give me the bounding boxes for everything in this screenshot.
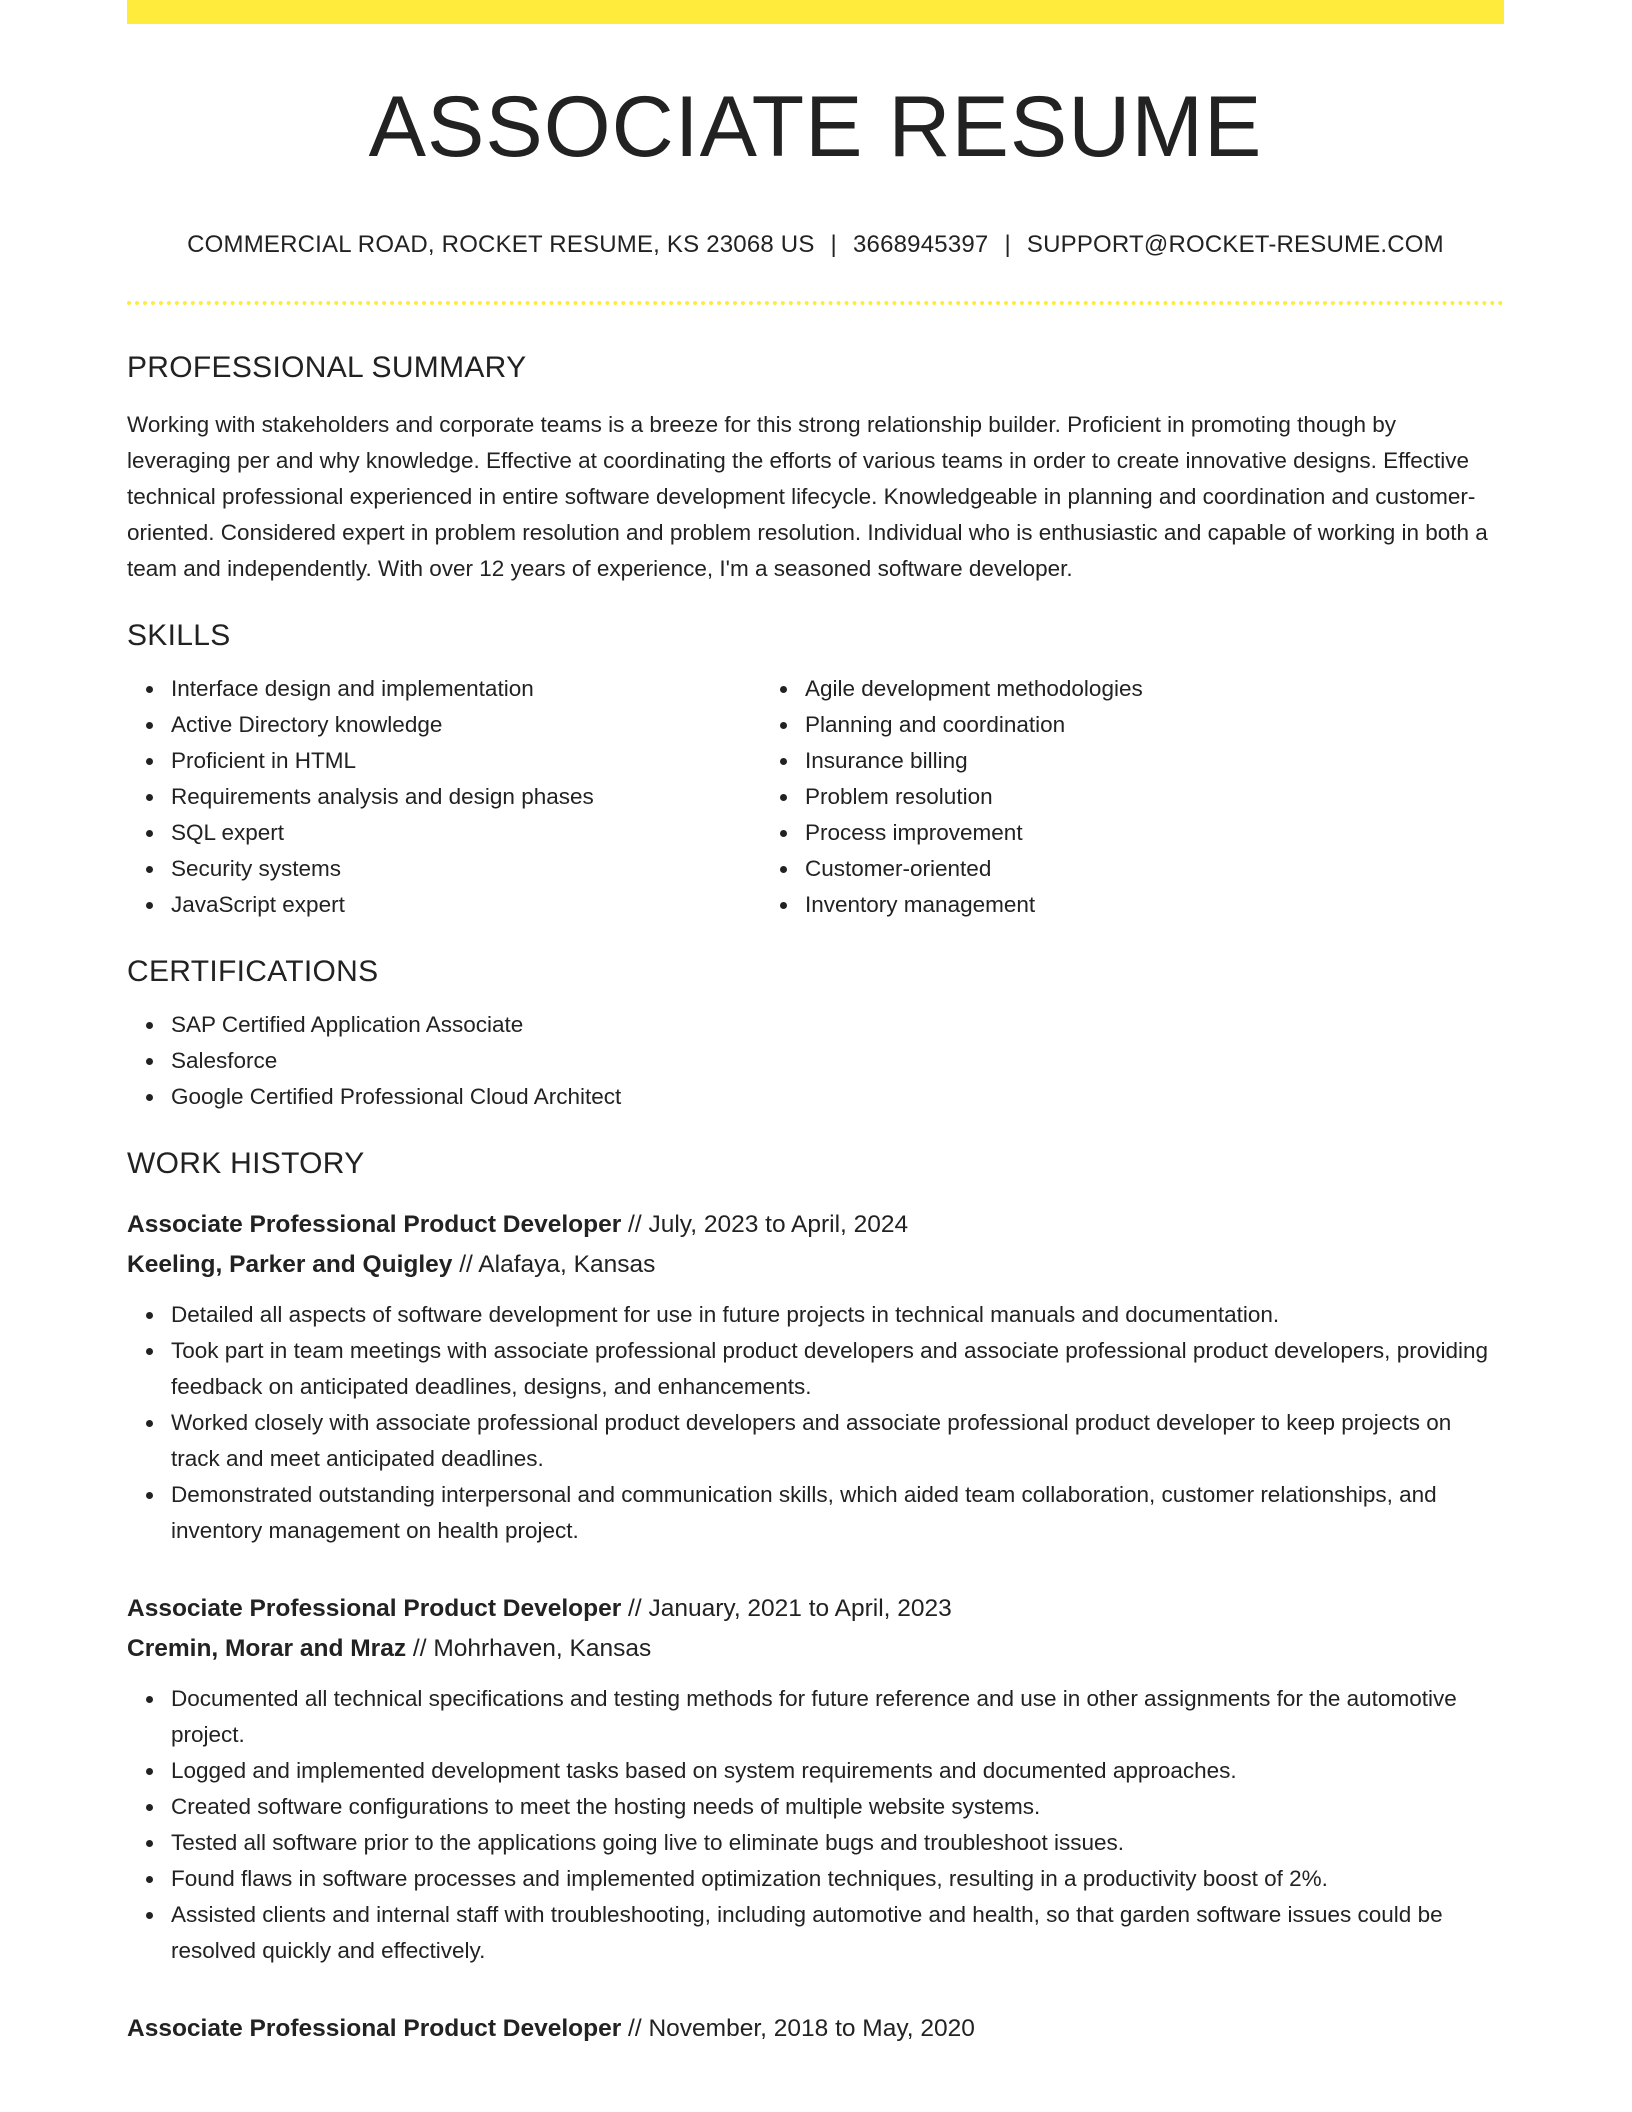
job-company-line bbox=[127, 1629, 1504, 1669]
contact-address: COMMERCIAL ROAD, ROCKET RESUME, KS 23068 US bbox=[187, 230, 815, 258]
summary-text: Working with stakeholders and corporate teams is a breeze for this strong relationship builder. Proficient in promoting though by leveraging per and why knowledge. Effective at coordinating the efforts of various teams in order to create innovative designs. Effective technical professional experienced in entire software development lifecycle. Knowledgeable in planning and coordination and customer-oriented. Considered expert in problem resolution and problem resolution. Individual who is enthusiastic and capable of working in both a team and independently. With over 12 years of experience, I'm a seasoned software developer. bbox=[127, 411, 1488, 581]
skill-item: Planning and coordination bbox=[805, 707, 1395, 743]
job-title: Associate Professional Product Developer bbox=[127, 1594, 622, 1622]
job-location: // Mohrhaven, Kansas bbox=[406, 1634, 652, 1662]
job-title-line bbox=[127, 2009, 1504, 2049]
accent-bar bbox=[127, 0, 1504, 24]
job-company: Cremin, Morar and Mraz bbox=[127, 1634, 407, 1662]
certification-item: SAP Certified Application Associate bbox=[171, 1007, 1504, 1043]
job-dates: // January, 2021 to April, 2023 bbox=[621, 1594, 952, 1622]
job-location: // Alafaya, Kansas bbox=[452, 1250, 656, 1278]
contact-separator: | bbox=[1004, 230, 1011, 258]
job-bullets bbox=[127, 1681, 1504, 1969]
job-entry bbox=[127, 2009, 1504, 2049]
job-title: Associate Professional Product Developer bbox=[127, 1210, 622, 1238]
job-bullet: Documented all technical specifications and testing methods for future reference and use in other assignments for the automotive project. bbox=[171, 1681, 1504, 1753]
contact-separator: | bbox=[830, 230, 837, 258]
skill-item: Inventory management bbox=[805, 887, 1395, 923]
job-title-line bbox=[127, 1589, 1504, 1629]
skills-grid bbox=[127, 671, 1504, 923]
certification-item: Salesforce bbox=[171, 1043, 1504, 1079]
skill-item: Insurance billing bbox=[805, 743, 1395, 779]
job-bullet: Worked closely with associate professional product developers and associate professional product developer to keep projects on track and meet anticipated deadlines. bbox=[171, 1405, 1504, 1477]
job-entry bbox=[127, 1205, 1504, 1549]
job-bullet: Found flaws in software processes and implemented optimization techniques, resulting in a productivity boost of 2%. bbox=[171, 1861, 1504, 1897]
skill-item: Requirements analysis and design phases bbox=[171, 779, 761, 815]
skill-item: Process improvement bbox=[805, 815, 1395, 851]
job-bullet: Tested all software prior to the applications going live to eliminate bugs and troubleshoot issues. bbox=[171, 1825, 1504, 1861]
contact-phone: 3668945397 bbox=[852, 230, 989, 258]
skill-item: Problem resolution bbox=[805, 779, 1395, 815]
job-bullets bbox=[127, 1297, 1504, 1549]
work-history-heading: WORK HISTORY bbox=[127, 1146, 365, 1180]
job-entry bbox=[127, 1589, 1504, 1969]
skill-item: SQL expert bbox=[171, 815, 761, 851]
resume-title: ASSOCIATE RESUME bbox=[368, 79, 1263, 175]
job-bullet: Demonstrated outstanding interpersonal and communication skills, which aided team collaboration, customer relationships, and inventory management on health project. bbox=[171, 1477, 1504, 1549]
job-bullet: Detailed all aspects of software development for use in future projects in technical manuals and documentation. bbox=[171, 1297, 1504, 1333]
certifications-heading: CERTIFICATIONS bbox=[127, 954, 379, 988]
skill-item: Active Directory knowledge bbox=[171, 707, 761, 743]
job-bullet: Created software configurations to meet the hosting needs of multiple website systems. bbox=[171, 1789, 1504, 1825]
job-company-line bbox=[127, 1245, 1504, 1285]
job-bullet: Assisted clients and internal staff with troubleshooting, including automotive and health, so that garden software issues could be resolved quickly and effectively. bbox=[171, 1897, 1504, 1969]
job-company: Keeling, Parker and Quigley bbox=[127, 1250, 453, 1278]
skill-item: Interface design and implementation bbox=[171, 671, 761, 707]
job-dates: // November, 2018 to May, 2020 bbox=[621, 2014, 975, 2042]
certifications-list bbox=[127, 1007, 1504, 1115]
skill-item: Customer-oriented bbox=[805, 851, 1395, 887]
job-dates: // July, 2023 to April, 2024 bbox=[621, 1210, 909, 1238]
job-title-line bbox=[127, 1205, 1504, 1245]
job-bullet: Took part in team meetings with associate professional product developers and associate professional product developers, providing feedback on anticipated deadlines, designs, and enhancements. bbox=[171, 1333, 1504, 1405]
contact-email: SUPPORT@ROCKET-RESUME.COM bbox=[1026, 230, 1444, 258]
contact-line bbox=[127, 231, 1504, 259]
resume-page bbox=[127, 0, 1504, 2049]
skills-list-right bbox=[761, 671, 1395, 923]
skills-heading: SKILLS bbox=[127, 618, 231, 652]
skill-item: JavaScript expert bbox=[171, 887, 761, 923]
summary-heading: PROFESSIONAL SUMMARY bbox=[127, 350, 527, 384]
job-title: Associate Professional Product Developer bbox=[127, 2014, 622, 2042]
certification-item: Google Certified Professional Cloud Architect bbox=[171, 1079, 1504, 1115]
skill-item: Proficient in HTML bbox=[171, 743, 761, 779]
skills-list-left bbox=[127, 671, 761, 923]
skill-item: Security systems bbox=[171, 851, 761, 887]
dotted-divider bbox=[127, 301, 1504, 305]
job-bullet: Logged and implemented development tasks based on system requirements and documented approaches. bbox=[171, 1753, 1504, 1789]
skill-item: Agile development methodologies bbox=[805, 671, 1395, 707]
